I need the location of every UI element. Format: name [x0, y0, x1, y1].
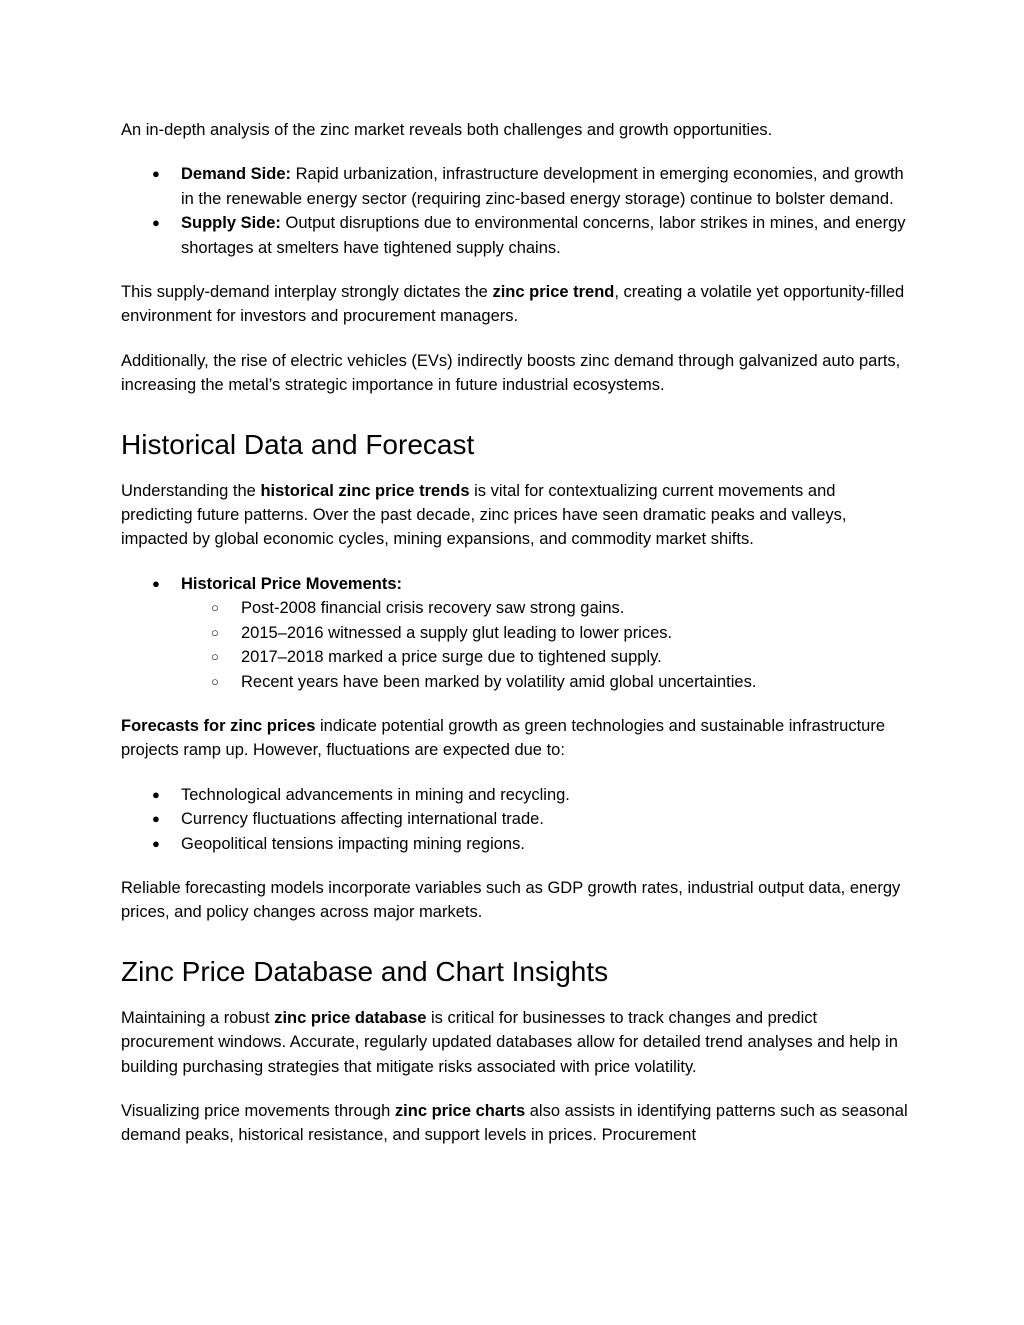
list-item — [121, 572, 911, 694]
sub-bullet-icon: ○ — [211, 600, 219, 616]
bold-term: zinc price database — [274, 1008, 427, 1027]
bullet-icon: ● — [152, 835, 160, 851]
bold-term: Forecasts for zinc prices — [121, 716, 316, 735]
demand-side-label: Demand Side: — [181, 165, 292, 184]
bullet-icon: ● — [152, 786, 160, 802]
bold-term: historical zinc price trends — [260, 481, 470, 500]
list-item: ● Geopolitical tensions impacting mining regions. — [121, 832, 911, 856]
sub-bullet-icon: ○ — [211, 649, 219, 665]
bullet-icon: ● — [152, 166, 160, 182]
document-page — [121, 118, 911, 1148]
database-heading: Zinc Price Database and Chart Insights — [121, 955, 609, 987]
list-item — [121, 162, 911, 211]
models-paragraph: Reliable forecasting models incorporate variables such as GDP growth rates, industrial output data, energy prices, and policy changes across major markets. — [121, 878, 901, 922]
movements-sublist — [181, 596, 911, 694]
understanding-paragraph: Understanding the historical zinc price trends is vital for contextualizing current movements and predicting future patterns. Over the past decade, zinc prices have seen dramatic peaks and valleys, impacted by global economic cycles, mining expansions, and commodity market shifts. — [121, 481, 847, 549]
bold-term: zinc price trend — [492, 283, 615, 302]
list-item: ○ 2017–2018 marked a price surge due to tightened supply. — [181, 645, 911, 669]
supply-side-text: Output disruptions due to environmental concerns, labor strikes in mines, and energy shortages at smelters have tightened supply chains. — [181, 214, 906, 257]
supply-side-label: Supply Side: — [181, 214, 281, 233]
forecasts-paragraph: Forecasts for zinc prices indicate potential growth as green technologies and sustainable infrastructure projects ramp up. However, fluctuations are expected due to: — [121, 716, 886, 760]
list-item: ● Currency fluctuations affecting international trade. — [121, 807, 911, 831]
list-item: ● Technological advancements in mining and recycling. — [121, 783, 911, 807]
list-item: ○ 2015–2016 witnessed a supply glut leading to lower prices. — [181, 621, 911, 645]
bullet-icon: ● — [152, 215, 160, 231]
interplay-paragraph: This supply-demand interplay strongly dictates the zinc price trend, creating a volatile yet opportunity-filled environment for investors and procurement managers. — [121, 283, 905, 326]
market-sides-list — [121, 162, 911, 260]
historical-heading: Historical Data and Forecast — [121, 428, 475, 460]
list-item: ○ Recent years have been marked by volatility amid global uncertainties. — [181, 670, 911, 694]
ev-paragraph: Additionally, the rise of electric vehicles (EVs) indirectly boosts zinc demand through galvanized auto parts, increasing the metal’s strategic importance in future industrial ecosystems. — [121, 351, 901, 395]
list-item — [121, 211, 911, 260]
sub-bullet-icon: ○ — [211, 673, 219, 689]
intro-paragraph: An in-depth analysis of the zinc market reveals both challenges and growth opportunities. — [121, 121, 773, 139]
forecast-factors-list — [121, 783, 911, 856]
visualizing-paragraph: Visualizing price movements through zinc price charts also assists in identifying patterns such as seasonal demand peaks, historical resistance, and support levels in prices. Procurement — [121, 1101, 908, 1145]
movements-label: Historical Price Movements: — [181, 574, 402, 593]
historical-movements-list — [121, 572, 911, 694]
sub-bullet-icon: ○ — [211, 624, 219, 640]
maintaining-paragraph: Maintaining a robust zinc price database is critical for businesses to track changes and predict procurement windows. Accurate, regularly updated databases allow for detailed trend analyses and help in building purchasing strategies that mitigate risks associated with price volatility. — [121, 1008, 898, 1076]
bullet-icon: ● — [152, 811, 160, 827]
bold-term: zinc price charts — [394, 1101, 526, 1120]
demand-side-text: Rapid urbanization, infrastructure development in emerging economies, and growth in the renewable energy sector (requiring zinc-based energy storage) continue to bolster demand. — [181, 165, 904, 208]
list-item: ○ Post-2008 financial crisis recovery saw strong gains. — [181, 596, 911, 620]
bullet-icon: ● — [152, 575, 160, 591]
